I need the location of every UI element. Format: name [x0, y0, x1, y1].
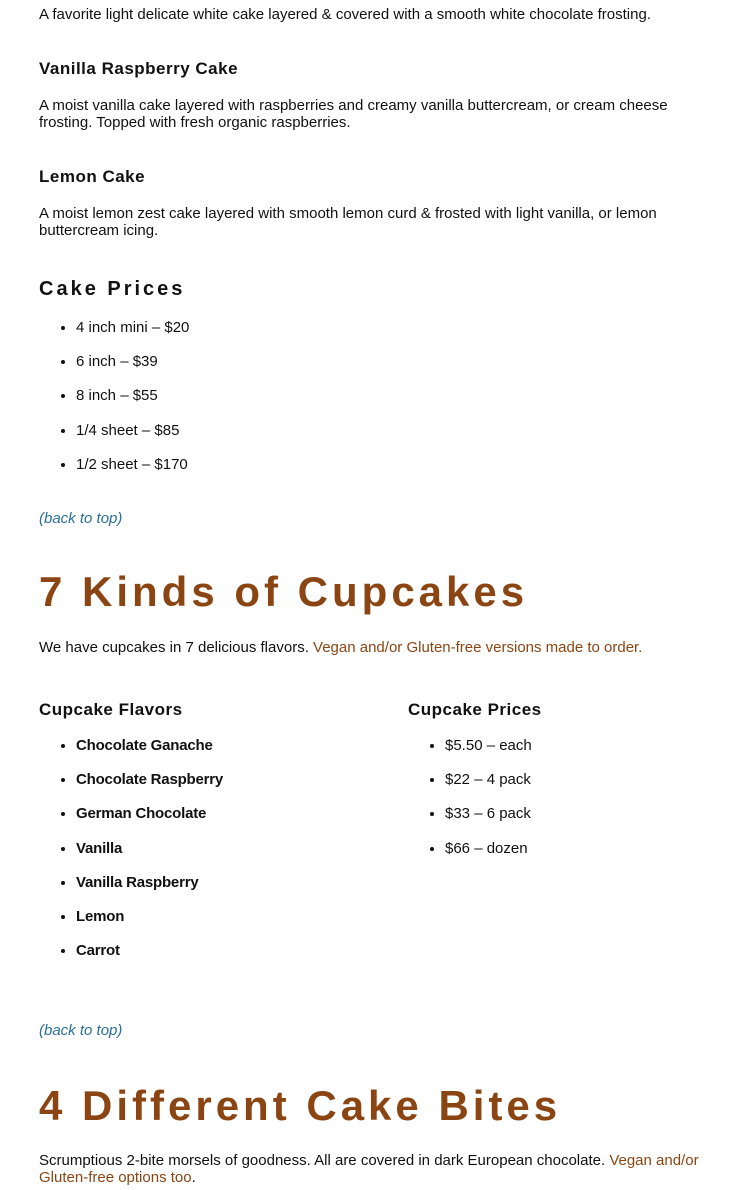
cake-description-lemon: A moist lemon zest cake layered with smooth lemon curd & frosted with light vanilla, or lemon buttercream icing.: [39, 205, 657, 239]
list-item: • 8 inch – $55: [76, 387, 189, 421]
cake-bites-intro: [39, 1152, 729, 1186]
cupcakes-heading: 7 Kinds of Cupcakes: [39, 568, 529, 615]
list-item: • Vanilla Raspberry: [76, 874, 223, 908]
list-item: • $66 – dozen: [445, 840, 532, 874]
back-to-top-link[interactable]: (back to top): [39, 1022, 123, 1039]
back-to-top-link[interactable]: (back to top): [39, 510, 123, 527]
cupcakes-intro: [39, 639, 719, 656]
cake-bites-intro-text: Scrumptious 2-bite morsels of goodness. All are covered in dark European chocolate.: [39, 1152, 610, 1169]
cupcake-prices-heading: Cupcake Prices: [408, 700, 542, 719]
cake-name-lemon: Lemon Cake: [39, 167, 146, 186]
list-item: • 1/4 sheet – $85: [76, 422, 189, 456]
cake-bites-intro-end: .: [191, 1169, 196, 1186]
list-item: • $5.50 – each: [445, 737, 532, 771]
white-cake-description: A favorite light delicate white cake layered & covered with a smooth white chocolate frosting.: [39, 6, 651, 23]
cake-bites-vegan-link[interactable]: Vegan and/or Gluten-free options too: [39, 1152, 699, 1186]
cake-prices-heading: Cake Prices: [39, 278, 186, 300]
list-item: • 6 inch – $39: [76, 353, 189, 387]
list-item: • Lemon: [76, 908, 223, 942]
list-item: • 1/2 sheet – $170: [76, 456, 189, 490]
list-item: • Chocolate Ganache: [76, 737, 223, 771]
cake-bites-heading: 4 Different Cake Bites: [39, 1082, 562, 1129]
list-item: • Chocolate Raspberry: [76, 771, 223, 805]
list-item: • 4 inch mini – $20: [76, 319, 189, 353]
list-item: • German Chocolate: [76, 805, 223, 839]
list-item: • $22 – 4 pack: [445, 771, 532, 805]
cake-description-vanilla-raspberry: A moist vanilla cake layered with raspberries and creamy vanilla buttercream, or cream cheese frosting. Topped with fresh organic raspberries.: [39, 97, 668, 131]
list-item: • Carrot: [76, 942, 223, 976]
cupcake-flavors-heading: Cupcake Flavors: [39, 700, 183, 719]
list-item: • $33 – 6 pack: [445, 805, 532, 839]
cupcake-prices-list: [408, 737, 532, 874]
cupcakes-vegan-link[interactable]: Vegan and/or Gluten-free versions made to order.: [313, 639, 643, 656]
cupcakes-intro-text: We have cupcakes in 7 delicious flavors.: [39, 639, 314, 656]
cake-name-vanilla-raspberry: Vanilla Raspberry Cake: [39, 59, 239, 78]
list-item: • Vanilla: [76, 840, 223, 874]
cupcake-flavors-list: [39, 737, 223, 976]
cake-prices-list: [39, 319, 189, 490]
